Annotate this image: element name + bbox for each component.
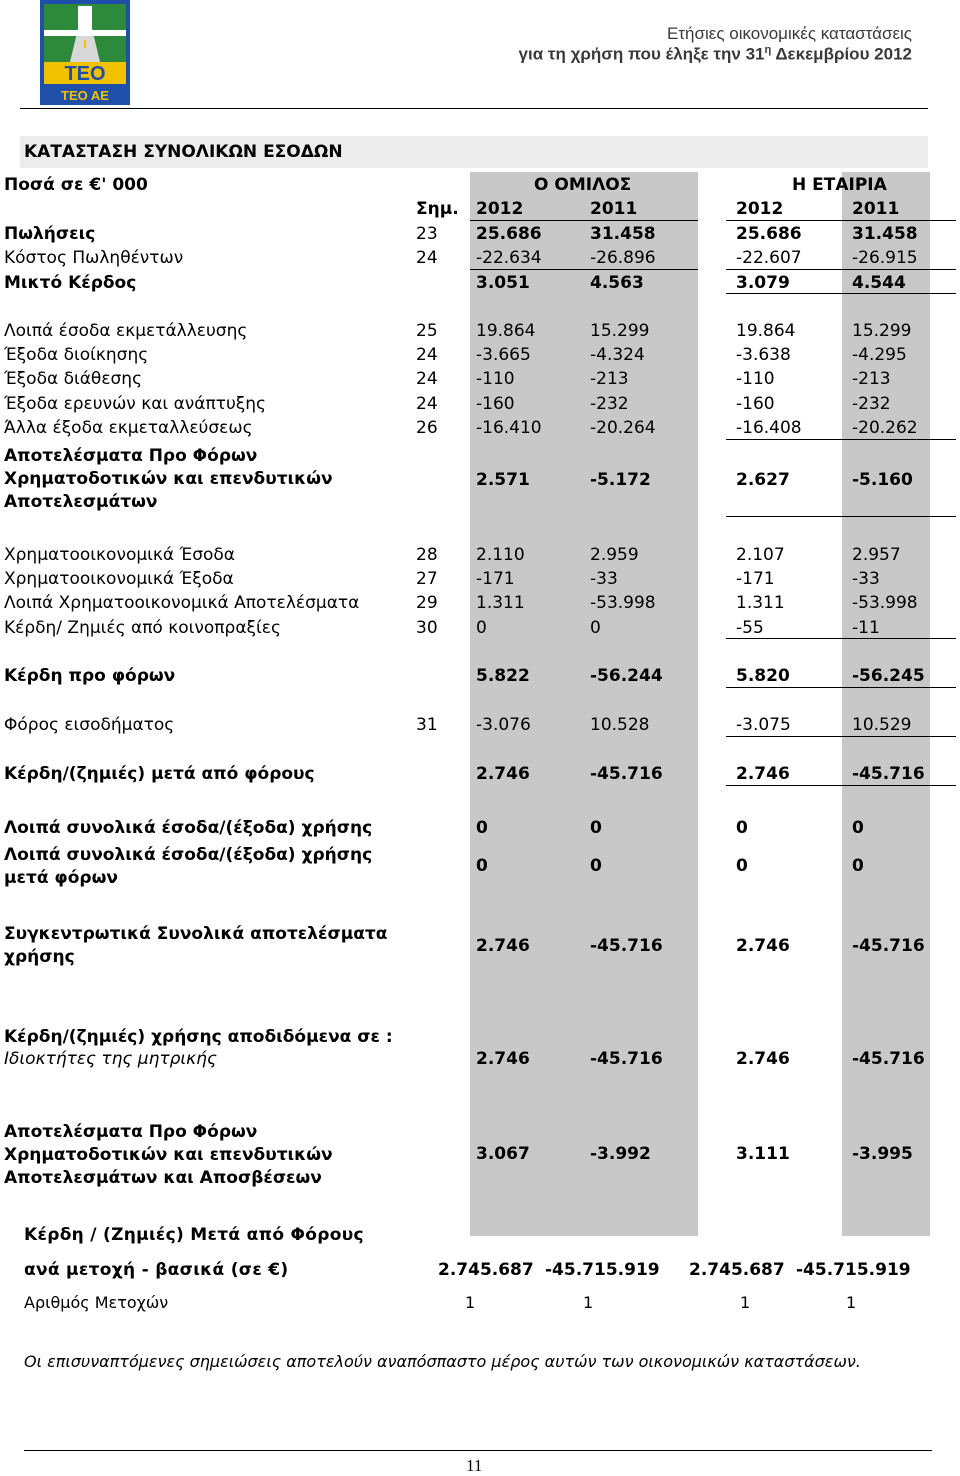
rule [726,269,956,270]
rule [470,220,698,221]
row-value: -45.716 [852,764,925,784]
rule [726,638,956,639]
row-label: Κέρδη/(ζημιές) μετά από φόρους [4,764,315,784]
row-value: -3.992 [590,1144,651,1164]
row-value: 2.627 [736,470,790,490]
row-value: 2.746 [476,764,530,784]
row-value: 3.051 [476,273,530,293]
eps-value: -45.715.919 [545,1260,660,1280]
header-rule [20,108,928,109]
row-label: Χρηματοδοτικών και επενδυτικών [4,469,333,489]
row-value: -110 [736,369,775,389]
footnote: Οι επισυναπτόμενες σημειώσεις αποτελούν αναπόσπαστο μέρος αυτών των οικονομικών καταστάσεων. [24,1352,861,1371]
row-value: 0 [736,818,748,838]
row-value: 19.864 [476,321,536,341]
row-note: 24 [416,394,438,414]
row-note: 24 [416,345,438,365]
row-value: -53.998 [590,593,656,613]
row-value: -45.716 [852,1049,925,1069]
row-label: Έξοδα διοίκησης [4,345,149,365]
row-value: -3.665 [476,345,531,365]
rule [726,736,956,737]
row-label: Λοιπά έσοδα εκμετάλλευσης [4,321,248,341]
row-value: -20.264 [590,418,656,438]
row-value: -26.915 [852,248,918,268]
row-value: 5.820 [736,666,790,686]
row-label: Κόστος Πωληθέντων [4,248,184,268]
row-label: Έξοδα ερευνών και ανάπτυξης [4,394,267,414]
header-line-2: για τη χρήση που έληξε την $31^\eta$ Δεκεμβρίου 2012 [518,44,912,64]
row-value: 15.299 [852,321,912,341]
row-value: 0 [590,856,602,876]
rule [726,687,956,688]
svg-text:ΤΕΟ ΑΕ: ΤΕΟ ΑΕ [61,88,109,103]
row-value: -110 [476,369,515,389]
row-note: 23 [416,224,438,244]
row-value: -171 [736,569,775,589]
row-value: -160 [736,394,775,414]
rule [726,293,956,294]
eps-label-1: Κέρδη / (Ζημιές) Μετά από Φόρους [24,1225,364,1245]
row-label: Κέρδη/ Ζημιές από κοινοπραξίες [4,618,281,638]
svg-text:ΤΕΟ: ΤΕΟ [64,63,106,85]
row-value: 2.957 [852,545,901,565]
row-label: Άλλα έξοδα εκμεταλλεύσεως [4,418,253,438]
row-value: -3.995 [852,1144,913,1164]
row-value: -45.716 [590,764,663,784]
row-value: -3.638 [736,345,791,365]
shares-label: Αριθμός Μετοχών [24,1293,169,1312]
row-value: 15.299 [590,321,650,341]
currency-label: Ποσά σε €' 000 [4,175,148,195]
row-label: Χρηματοοικονομικά Έξοδα [4,569,234,589]
row-label: Πωλήσεις [4,224,96,244]
row-value: 3.111 [736,1144,790,1164]
row-value: 5.822 [476,666,530,686]
row-label: Λοιπά Χρηματοοικονομικά Αποτελέσματα [4,593,360,613]
row-value: -45.716 [590,936,663,956]
rule [726,439,956,440]
footer-rule [24,1450,932,1451]
row-value: -213 [852,369,891,389]
row-note: 25 [416,321,438,341]
rule [726,220,956,221]
row-value: 3.079 [736,273,790,293]
row-value: -171 [476,569,515,589]
year-header: 2012 [476,199,524,219]
row-value: -16.410 [476,418,542,438]
row-label: Λοιπά συνολικά έσοδα/(έξοδα) χρήσης [4,818,373,838]
shares-value: 1 [465,1293,476,1312]
row-value: -45.716 [590,1049,663,1069]
row-value: -3.075 [736,715,791,735]
row-value: -160 [476,394,515,414]
row-value: -20.262 [852,418,918,438]
row-label: Φόρος εισοδήματος [4,715,175,735]
row-value: 1.311 [736,593,785,613]
row-value: 2.746 [736,764,790,784]
eps-value: 2.745.687 [438,1260,534,1280]
row-value: 19.864 [736,321,796,341]
row-label: χρήσης [4,947,75,967]
row-value: 2.110 [476,545,525,565]
row-value: -16.408 [736,418,802,438]
row-label: Αποτελέσματα Προ Φόρων [4,1122,258,1142]
year-header: 2011 [590,199,638,219]
row-value: 10.528 [590,715,650,735]
row-value: -5.172 [590,470,651,490]
eps-value: 2.745.687 [689,1260,785,1280]
row-note: 24 [416,369,438,389]
eps-label-2: ανά μετοχή - βασικά (σε €) [24,1260,289,1280]
year-header: 2012 [736,199,784,219]
row-value: 0 [476,856,488,876]
row-value: 0 [736,856,748,876]
row-value: 0 [476,818,488,838]
row-value: -26.896 [590,248,656,268]
row-value: -232 [852,394,891,414]
row-value: 31.458 [852,224,918,244]
row-label: Αποτελεσμάτων [4,492,158,512]
row-value: 3.067 [476,1144,530,1164]
row-label: μετά φόρων [4,868,118,888]
row-label: Ιδιοκτήτες της μητρικής [4,1049,217,1069]
row-label: Συγκεντρωτικά Συνολικά αποτελέσματα [4,924,388,944]
row-note: 30 [416,618,438,638]
row-value: -55 [736,618,764,638]
row-value: -232 [590,394,629,414]
shares-value: 1 [846,1293,857,1312]
row-value: -33 [852,569,880,589]
row-value: 2.959 [590,545,639,565]
row-value: 0 [476,618,487,638]
rule [726,785,956,786]
row-value: 2.746 [476,1049,530,1069]
row-label: Αποτελέσματα Προ Φόρων [4,446,258,466]
row-value: -56.244 [590,666,663,686]
row-value: -22.607 [736,248,802,268]
row-value: -45.716 [852,936,925,956]
row-value: -213 [590,369,629,389]
shares-value: 1 [583,1293,594,1312]
page-number: 11 [466,1456,483,1475]
row-value: -11 [852,618,880,638]
teo-logo [40,0,130,105]
row-value: -56.245 [852,666,925,686]
row-value: 0 [852,856,864,876]
row-note: 24 [416,248,438,268]
row-note: 29 [416,593,438,613]
row-value: 25.686 [476,224,542,244]
row-label: Μικτό Κέρδος [4,273,137,293]
header-line-1: Ετήσιες οικονομικές καταστάσεις [666,24,912,43]
row-label: Κέρδη προ φόρων [4,666,176,686]
row-value: -33 [590,569,618,589]
note-header: Σημ. [416,199,459,219]
rule [470,269,698,270]
row-value: -5.160 [852,470,913,490]
row-value: -3.076 [476,715,531,735]
row-value: 4.544 [852,273,906,293]
row-value: 10.529 [852,715,912,735]
row-note: 28 [416,545,438,565]
row-label: Χρηματοδοτικών και επενδυτικών [4,1145,333,1165]
row-value: -22.634 [476,248,542,268]
rule [726,516,956,517]
row-value: 31.458 [590,224,656,244]
row-value: -4.295 [852,345,907,365]
row-label: Αποτελεσμάτων και Αποσβέσεων [4,1168,322,1188]
year-header: 2011 [852,199,900,219]
row-value: 1.311 [476,593,525,613]
row-value: 0 [590,818,602,838]
row-label: Χρηματοοικονομικά Έσοδα [4,545,236,565]
row-label: Έξοδα διάθεσης [4,369,143,389]
row-value: -53.998 [852,593,918,613]
company-label: Η ΕΤΑΙΡΙΑ [792,175,887,195]
row-note: 26 [416,418,438,438]
row-value: 2.571 [476,470,530,490]
row-value: 0 [852,818,864,838]
row-value: 25.686 [736,224,802,244]
row-label: Κέρδη/(ζημιές) χρήσης αποδιδόμενα σε : [4,1027,393,1047]
row-value: 4.563 [590,273,644,293]
row-note: 27 [416,569,438,589]
page-title: ΚΑΤΑΣΤΑΣΗ ΣΥΝΟΛΙΚΩΝ ΕΣΟΔΩΝ [24,142,343,162]
row-value: 2.746 [736,1049,790,1069]
shares-value: 1 [740,1293,751,1312]
row-value: -4.324 [590,345,645,365]
row-value: 2.746 [476,936,530,956]
row-value: 0 [590,618,601,638]
eps-value: -45.715.919 [796,1260,911,1280]
row-label: Λοιπά συνολικά έσοδα/(έξοδα) χρήσης [4,845,373,865]
row-value: 2.107 [736,545,785,565]
group-label: Ο ΟΜΙΛΟΣ [534,175,632,195]
row-note: 31 [416,715,438,735]
row-value: 2.746 [736,936,790,956]
